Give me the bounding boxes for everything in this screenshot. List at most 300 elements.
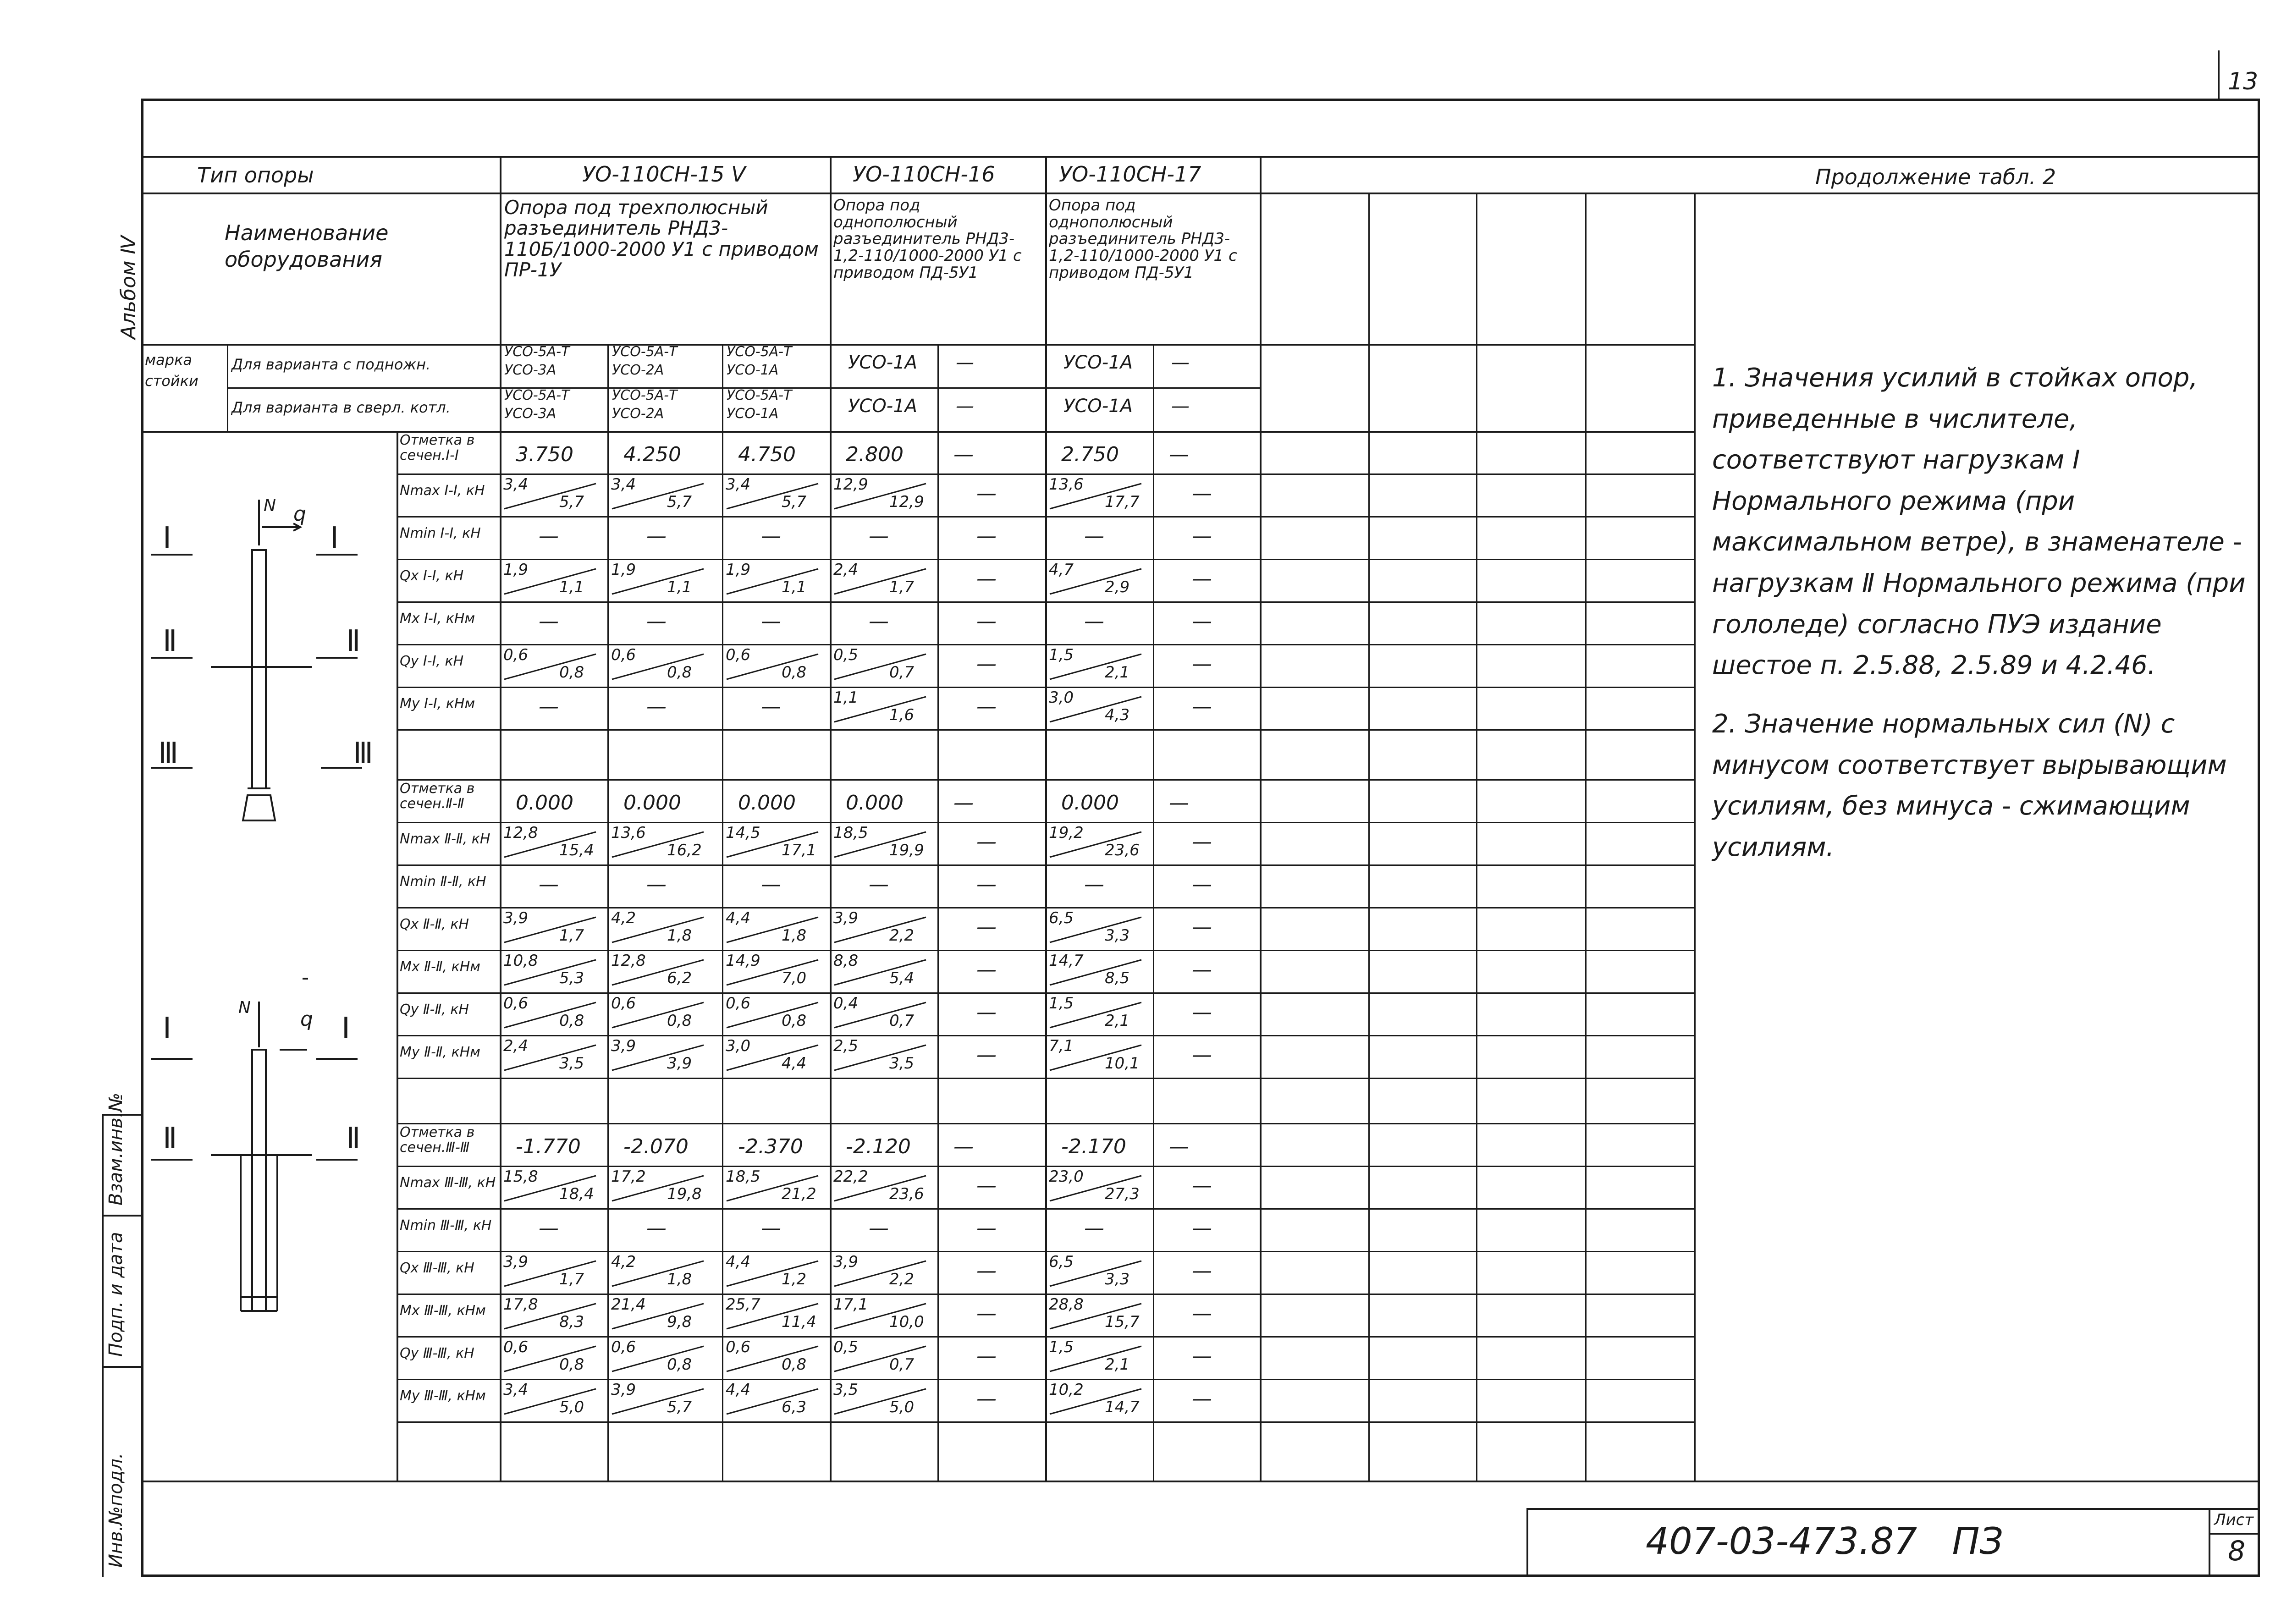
fraction-slash: [1050, 1261, 1141, 1288]
value-dash: —: [1192, 1259, 1212, 1283]
value-denominator: 5,4: [889, 969, 915, 987]
value-denominator: 0,8: [559, 1012, 584, 1030]
value-dash: —: [1192, 915, 1212, 939]
value-numerator: 3,9: [503, 909, 529, 927]
value-dash: —: [1192, 567, 1212, 590]
diag-sec2-right: Ⅱ: [346, 624, 361, 658]
diag-n-lower: N: [238, 998, 251, 1017]
value-dash: —: [1084, 610, 1104, 633]
value-numerator: 25,7: [726, 1295, 760, 1314]
value-dash: —: [1192, 1302, 1212, 1325]
value-dash: —: [761, 610, 781, 633]
value-dash: —: [539, 695, 559, 718]
value-numerator: 0,6: [611, 646, 636, 664]
fraction-slash: [612, 832, 704, 859]
value-numerator: 14,5: [726, 824, 760, 842]
value-numerator: 0,6: [503, 1338, 529, 1356]
row-label: My Ⅰ-Ⅰ, кНм: [400, 696, 475, 712]
value-dash: —: [976, 915, 997, 939]
elevation-value: -2.370: [738, 1135, 803, 1158]
fraction-slash: [1050, 1389, 1141, 1416]
value-denominator: 23,6: [1105, 841, 1140, 859]
col-line-2: [607, 344, 609, 1481]
row-label: Qy Ⅲ-Ⅲ, кН: [400, 1345, 474, 1361]
value-dash: —: [1192, 1043, 1212, 1067]
elevation-value: 2.750: [1061, 443, 1119, 466]
value-dash: —: [1192, 830, 1212, 853]
value-numerator: 23,0: [1049, 1167, 1084, 1186]
mark-cell: УСО-1А: [1063, 396, 1133, 417]
row-line: [397, 779, 1694, 781]
fraction-slash: [727, 1045, 818, 1073]
value-dash: —: [539, 524, 559, 548]
row-label: Nmin Ⅰ-Ⅰ, кН: [400, 525, 481, 541]
value-denominator: 0,8: [782, 663, 807, 682]
row-line: [397, 1336, 1694, 1338]
variant-kotl-label: Для варианта в сверл. котл.: [231, 399, 451, 416]
fraction-slash: [834, 1346, 926, 1374]
mark-cell-top: УСО-5А-Т: [504, 387, 570, 403]
row-line: [397, 1251, 1694, 1252]
mark-cell: —: [956, 396, 974, 417]
value-denominator: 1,7: [559, 926, 584, 945]
row-line: [397, 992, 1694, 994]
col-line-10: [1476, 193, 1477, 1481]
type-3-name: УО-110СН-17: [1059, 162, 1201, 187]
value-denominator: 5,3: [559, 969, 584, 987]
value-denominator: 19,9: [889, 841, 924, 859]
value-denominator: 1,8: [782, 926, 807, 945]
value-denominator: 15,4: [559, 841, 594, 859]
elevation-value: —: [1169, 791, 1189, 815]
value-dash: —: [539, 1217, 559, 1240]
type-3-desc: Опора под однополюсный разъединитель РНД3-1,2-110/1000-2000 У1 с приводом ПД-5У1: [1049, 196, 1237, 282]
value-dash: —: [869, 524, 889, 548]
value-numerator: 18,5: [726, 1167, 760, 1186]
value-denominator: 0,7: [889, 663, 915, 682]
title-block-top: [1526, 1508, 2260, 1510]
mark-cell-top: УСО-5А-Т: [504, 344, 570, 360]
value-denominator: 5,0: [889, 1398, 915, 1416]
value-numerator: 19,2: [1049, 824, 1084, 842]
value-numerator: 3,9: [833, 1253, 859, 1271]
value-denominator: 7,0: [782, 969, 807, 987]
sheet-box-mid: [2209, 1533, 2260, 1535]
elevation-value: 3.750: [516, 443, 573, 466]
diag-sec1-right: Ⅰ: [330, 521, 339, 555]
row-label: Mx Ⅰ-Ⅰ, кНм: [400, 611, 475, 627]
value-dash: —: [761, 695, 781, 718]
value-dash: —: [976, 873, 997, 896]
value-denominator: 8,3: [559, 1313, 584, 1331]
fraction-slash: [504, 484, 596, 511]
row-line: [397, 516, 1694, 517]
value-dash: —: [869, 873, 889, 896]
fraction-slash: [834, 1002, 926, 1030]
fraction-slash: [504, 569, 596, 596]
fraction-slash: [834, 484, 926, 511]
value-denominator: 5,0: [559, 1398, 584, 1416]
value-numerator: 3,0: [1049, 688, 1074, 707]
value-denominator: 2,2: [889, 926, 915, 945]
value-denominator: 0,8: [667, 1355, 692, 1374]
value-dash: —: [976, 1302, 997, 1325]
row-label: Qx Ⅲ-Ⅲ, кН: [400, 1260, 474, 1276]
diag-q-lower: q: [300, 1007, 313, 1031]
fraction-slash: [1050, 484, 1141, 511]
value-dash: —: [1192, 482, 1212, 505]
value-numerator: 1,9: [611, 561, 636, 579]
value-numerator: 4,4: [726, 909, 751, 927]
value-denominator: 0,7: [889, 1012, 915, 1030]
elevation-value: —: [1169, 443, 1189, 466]
fraction-slash: [834, 697, 926, 724]
value-denominator: 1,1: [559, 578, 584, 596]
col-line-7: [1153, 344, 1154, 1481]
value-numerator: 6,5: [1049, 909, 1074, 927]
value-denominator: 11,4: [782, 1313, 816, 1331]
fraction-slash: [612, 1261, 704, 1288]
value-dash: —: [976, 482, 997, 505]
value-denominator: 8,5: [1105, 969, 1130, 987]
value-denominator: 0,8: [667, 663, 692, 682]
mark-cell-bottom: УСО-1А: [727, 362, 779, 378]
mark-cell-bottom: УСО-3А: [504, 362, 556, 378]
value-dash: —: [1192, 652, 1212, 676]
value-denominator: 0,8: [667, 1012, 692, 1030]
fraction-slash: [612, 960, 704, 987]
value-dash: —: [1192, 1001, 1212, 1024]
value-denominator: 1,8: [667, 1270, 692, 1288]
value-denominator: 17,1: [782, 841, 816, 859]
sheet-number: 8: [2228, 1535, 2246, 1567]
diag-sec1-right-lower: Ⅰ: [342, 1012, 350, 1046]
value-numerator: 14,9: [726, 952, 760, 970]
type-1-name: УО-110СН-15 Ⅴ: [582, 162, 746, 187]
mark-cell: —: [1171, 352, 1190, 373]
value-numerator: 8,8: [833, 952, 859, 970]
value-numerator: 0,5: [833, 1338, 859, 1356]
value-denominator: 1,7: [559, 1270, 584, 1288]
diag-q-upper: q: [293, 502, 306, 526]
fraction-slash: [612, 654, 704, 682]
elevation-value: 0.000: [1061, 791, 1119, 815]
fraction-slash: [727, 1346, 818, 1374]
elevation-value: 2.800: [846, 443, 904, 466]
value-denominator: 17,7: [1105, 493, 1140, 511]
value-denominator: 2,1: [1105, 1355, 1130, 1374]
fraction-slash: [1050, 960, 1141, 987]
fraction-slash: [612, 1346, 704, 1374]
fraction-slash: [612, 1045, 704, 1073]
row-label: Qy Ⅱ-Ⅱ, кН: [400, 1002, 469, 1018]
fraction-slash: [727, 654, 818, 682]
diag-sec1-left-lower: Ⅰ: [163, 1012, 171, 1046]
sheet-box-left: [2209, 1508, 2210, 1577]
fraction-slash: [727, 1389, 818, 1416]
value-numerator: 12,8: [611, 952, 646, 970]
stamp-inv-orig: Инв.№подл.: [105, 1453, 127, 1568]
fraction-slash: [834, 569, 926, 596]
value-denominator: 1,8: [667, 926, 692, 945]
mark-cell-bottom: УСО-3А: [504, 406, 556, 422]
value-dash: —: [1084, 524, 1104, 548]
stamp-line: [102, 1114, 104, 1577]
row-label: My Ⅲ-Ⅲ, кНм: [400, 1388, 486, 1404]
value-numerator: 10,2: [1049, 1381, 1084, 1399]
fraction-slash: [504, 1002, 596, 1030]
value-denominator: 23,6: [889, 1185, 924, 1203]
mark-cell-top: УСО-5А-Т: [612, 387, 678, 403]
value-dash: —: [869, 1217, 889, 1240]
support-diagram: [142, 431, 500, 1485]
elevation-value: —: [953, 1135, 974, 1158]
elevation-value: 0.000: [623, 791, 681, 815]
value-numerator: 0,5: [833, 646, 859, 664]
fraction-slash: [834, 1304, 926, 1331]
value-denominator: 3,5: [889, 1054, 915, 1073]
section-title: Отметка в сечен.Ⅱ-Ⅱ: [400, 781, 475, 812]
stamp-sep-2: [102, 1215, 141, 1217]
note-2: 2. Значение нормальных сил (N) с минусом соответствует вырывающим усилиям, без минуса - сжимающим усилиям.: [1712, 709, 2227, 862]
variant-pod-label: Для варианта с подножн.: [231, 356, 431, 373]
value-numerator: 0,4: [833, 994, 859, 1013]
mark-cell: УСО-1А: [848, 352, 918, 373]
value-numerator: 10,8: [503, 952, 538, 970]
value-numerator: 3,9: [611, 1381, 636, 1399]
row-line: [397, 473, 1694, 475]
header-top-line: [141, 156, 2260, 158]
value-numerator: 0,6: [726, 646, 751, 664]
elevation-value: 0.000: [846, 791, 904, 815]
row-label: Qy Ⅰ-Ⅰ, кН: [400, 653, 464, 669]
elevation-value: -2.120: [846, 1135, 911, 1158]
value-numerator: 4,4: [726, 1381, 751, 1399]
value-denominator: 0,8: [782, 1012, 807, 1030]
fraction-slash: [504, 1045, 596, 1073]
value-dash: —: [1192, 1174, 1212, 1197]
value-dash: —: [976, 958, 997, 981]
note-1: 1. Значения усилий в стойках опор, приведенные в числителе, соответствуют нагрузкам Ⅰ Нормального режима (при максимальном ветре), в знаменателе - нагрузкам Ⅱ Нормального режима (при гололеде) согласно ПУЭ издание шестое п. 2.5.88, 2.5.89 и 4.2.46.: [1712, 363, 2246, 681]
fraction-slash: [1050, 1346, 1141, 1374]
value-denominator: 18,4: [559, 1185, 594, 1203]
mark-cell: УСО-1А: [848, 396, 918, 417]
value-dash: —: [1192, 610, 1212, 633]
value-denominator: 5,7: [782, 493, 807, 511]
value-denominator: 19,8: [667, 1185, 702, 1203]
row-line: [397, 644, 1694, 645]
fraction-slash: [834, 1261, 926, 1288]
fraction-slash: [727, 1176, 818, 1203]
mark-label: марка стойки: [145, 351, 198, 390]
fraction-slash: [612, 484, 704, 511]
value-denominator: 0,8: [782, 1355, 807, 1374]
value-denominator: 9,8: [667, 1313, 692, 1331]
col-line-6: [1045, 156, 1047, 1481]
value-dash: —: [761, 1217, 781, 1240]
doc-code: 407-03-473.87 ПЗ: [1646, 1520, 2003, 1563]
elevation-value: 0.000: [738, 791, 796, 815]
row-label: Nmax Ⅲ-Ⅲ, кН: [400, 1175, 496, 1191]
value-numerator: 4,2: [611, 909, 636, 927]
value-dash: —: [869, 610, 889, 633]
value-dash: —: [1192, 695, 1212, 718]
section-title: Отметка в сечен.Ⅰ-Ⅰ: [400, 432, 475, 463]
value-dash: —: [976, 1387, 997, 1410]
value-dash: —: [1084, 873, 1104, 896]
col-line-3: [722, 344, 723, 1481]
value-denominator: 15,7: [1105, 1313, 1140, 1331]
title-block-left: [1526, 1508, 1528, 1577]
col-line-11: [1585, 193, 1587, 1481]
col-line-8: [1260, 156, 1262, 1481]
value-dash: —: [976, 610, 997, 633]
stamp-inst-inv: Взам.инв.№: [105, 1092, 127, 1206]
fraction-slash: [612, 569, 704, 596]
mark-cell-top: УСО-5А-Т: [727, 387, 792, 403]
value-dash: —: [1192, 958, 1212, 981]
value-dash: —: [1192, 873, 1212, 896]
type-label: Тип опоры: [197, 163, 314, 187]
value-denominator: 10,0: [889, 1313, 924, 1331]
value-numerator: 0,6: [503, 994, 529, 1013]
fraction-slash: [504, 960, 596, 987]
fraction-slash: [834, 1045, 926, 1073]
value-numerator: 21,4: [611, 1295, 646, 1314]
row-line-equip: [141, 344, 1694, 346]
row-line: [397, 431, 1694, 432]
value-denominator: 2,2: [889, 1270, 915, 1288]
mark-cell: —: [956, 352, 974, 373]
value-dash: —: [646, 524, 667, 548]
value-denominator: 6,2: [667, 969, 692, 987]
value-numerator: 1,5: [1049, 1338, 1074, 1356]
value-dash: —: [1084, 1217, 1104, 1240]
value-numerator: 6,5: [1049, 1253, 1074, 1271]
fraction-slash: [612, 1304, 704, 1331]
mark-cell-bottom: УСО-2А: [612, 362, 664, 378]
fraction-slash: [1050, 917, 1141, 945]
value-denominator: 3,3: [1105, 926, 1130, 945]
value-numerator: 1,5: [1049, 646, 1074, 664]
value-numerator: 12,9: [833, 475, 868, 494]
value-dash: —: [976, 1259, 997, 1283]
value-dash: —: [976, 1001, 997, 1024]
value-denominator: 27,3: [1105, 1185, 1140, 1203]
value-numerator: 3,0: [726, 1037, 751, 1055]
fraction-slash: [834, 917, 926, 945]
value-denominator: 1,1: [782, 578, 807, 596]
elevation-value: 4.250: [623, 443, 681, 466]
sheet-label: Лист: [2214, 1511, 2254, 1529]
value-denominator: 14,7: [1105, 1398, 1140, 1416]
diag-n-upper: N: [264, 496, 276, 515]
fraction-slash: [1050, 1045, 1141, 1073]
value-numerator: 17,8: [503, 1295, 538, 1314]
value-dash: —: [976, 1174, 997, 1197]
value-denominator: 1,1: [667, 578, 692, 596]
elevation-value: —: [953, 791, 974, 815]
value-numerator: 1,5: [1049, 994, 1074, 1013]
row-line: [397, 729, 1694, 731]
row-label: Nmin Ⅲ-Ⅲ, кН: [400, 1217, 492, 1233]
fraction-slash: [504, 832, 596, 859]
fraction-slash: [727, 569, 818, 596]
value-denominator: 10,1: [1105, 1054, 1140, 1073]
diag-sec3-left: Ⅲ: [158, 737, 179, 771]
fraction-slash: [504, 1346, 596, 1374]
value-numerator: 4,2: [611, 1253, 636, 1271]
value-numerator: 3,9: [833, 909, 859, 927]
value-dash: —: [976, 524, 997, 548]
col-line-4: [830, 156, 832, 1481]
row-label: Nmax Ⅰ-Ⅰ, кН: [400, 483, 485, 499]
equipment-label: Наименование оборудования: [225, 220, 389, 272]
fraction-slash: [1050, 697, 1141, 724]
fraction-slash: [834, 654, 926, 682]
value-numerator: 3,4: [503, 475, 529, 494]
value-numerator: 17,1: [833, 1295, 868, 1314]
col-line-9: [1368, 193, 1370, 1481]
fraction-slash: [1050, 654, 1141, 682]
type-1-desc: Опора под трехполюсный разъединитель РНД3-110Б/1000-2000 У1 с приводом ПР-1У: [504, 196, 819, 281]
value-denominator: 5,7: [667, 1398, 692, 1416]
value-numerator: 3,9: [611, 1037, 636, 1055]
value-numerator: 4,7: [1049, 561, 1074, 579]
value-numerator: 15,8: [503, 1167, 538, 1186]
diag-sec1-left: Ⅰ: [163, 521, 171, 555]
row-label: Mx Ⅱ-Ⅱ, кНм: [400, 959, 480, 975]
col-line-12: [1694, 193, 1696, 1481]
value-numerator: 12,8: [503, 824, 538, 842]
value-dash: —: [976, 1043, 997, 1067]
fraction-slash: [727, 960, 818, 987]
value-numerator: 2,4: [503, 1037, 529, 1055]
value-numerator: 0,6: [726, 1338, 751, 1356]
value-denominator: 16,2: [667, 841, 702, 859]
value-dash: —: [761, 873, 781, 896]
fraction-slash: [727, 917, 818, 945]
value-numerator: 0,6: [503, 646, 529, 664]
elevation-value: 4.750: [738, 443, 796, 466]
fraction-slash: [1050, 1002, 1141, 1030]
page-number-divider: [2218, 50, 2220, 101]
value-numerator: 4,4: [726, 1253, 751, 1271]
value-denominator: 3,5: [559, 1054, 584, 1073]
row-line: [397, 1078, 1694, 1079]
value-denominator: 3,9: [667, 1054, 692, 1073]
elevation-value: -1.770: [516, 1135, 581, 1158]
value-numerator: 28,8: [1049, 1295, 1084, 1314]
fraction-slash: [1050, 832, 1141, 859]
fraction-slash: [504, 917, 596, 945]
fraction-slash: [1050, 569, 1141, 596]
value-numerator: 3,4: [503, 1381, 529, 1399]
value-numerator: 3,4: [611, 475, 636, 494]
row-line: [397, 907, 1694, 908]
value-numerator: 3,9: [503, 1253, 529, 1271]
row-line: [397, 1294, 1694, 1295]
value-numerator: 1,9: [503, 561, 529, 579]
elevation-value: —: [1169, 1135, 1189, 1158]
row-label: Nmin Ⅱ-Ⅱ, кН: [400, 874, 486, 890]
value-numerator: 22,2: [833, 1167, 868, 1186]
fraction-slash: [504, 654, 596, 682]
value-denominator: 6,3: [782, 1398, 807, 1416]
value-numerator: 0,6: [611, 994, 636, 1013]
row-line: [397, 1123, 1694, 1124]
fraction-slash: [612, 1002, 704, 1030]
